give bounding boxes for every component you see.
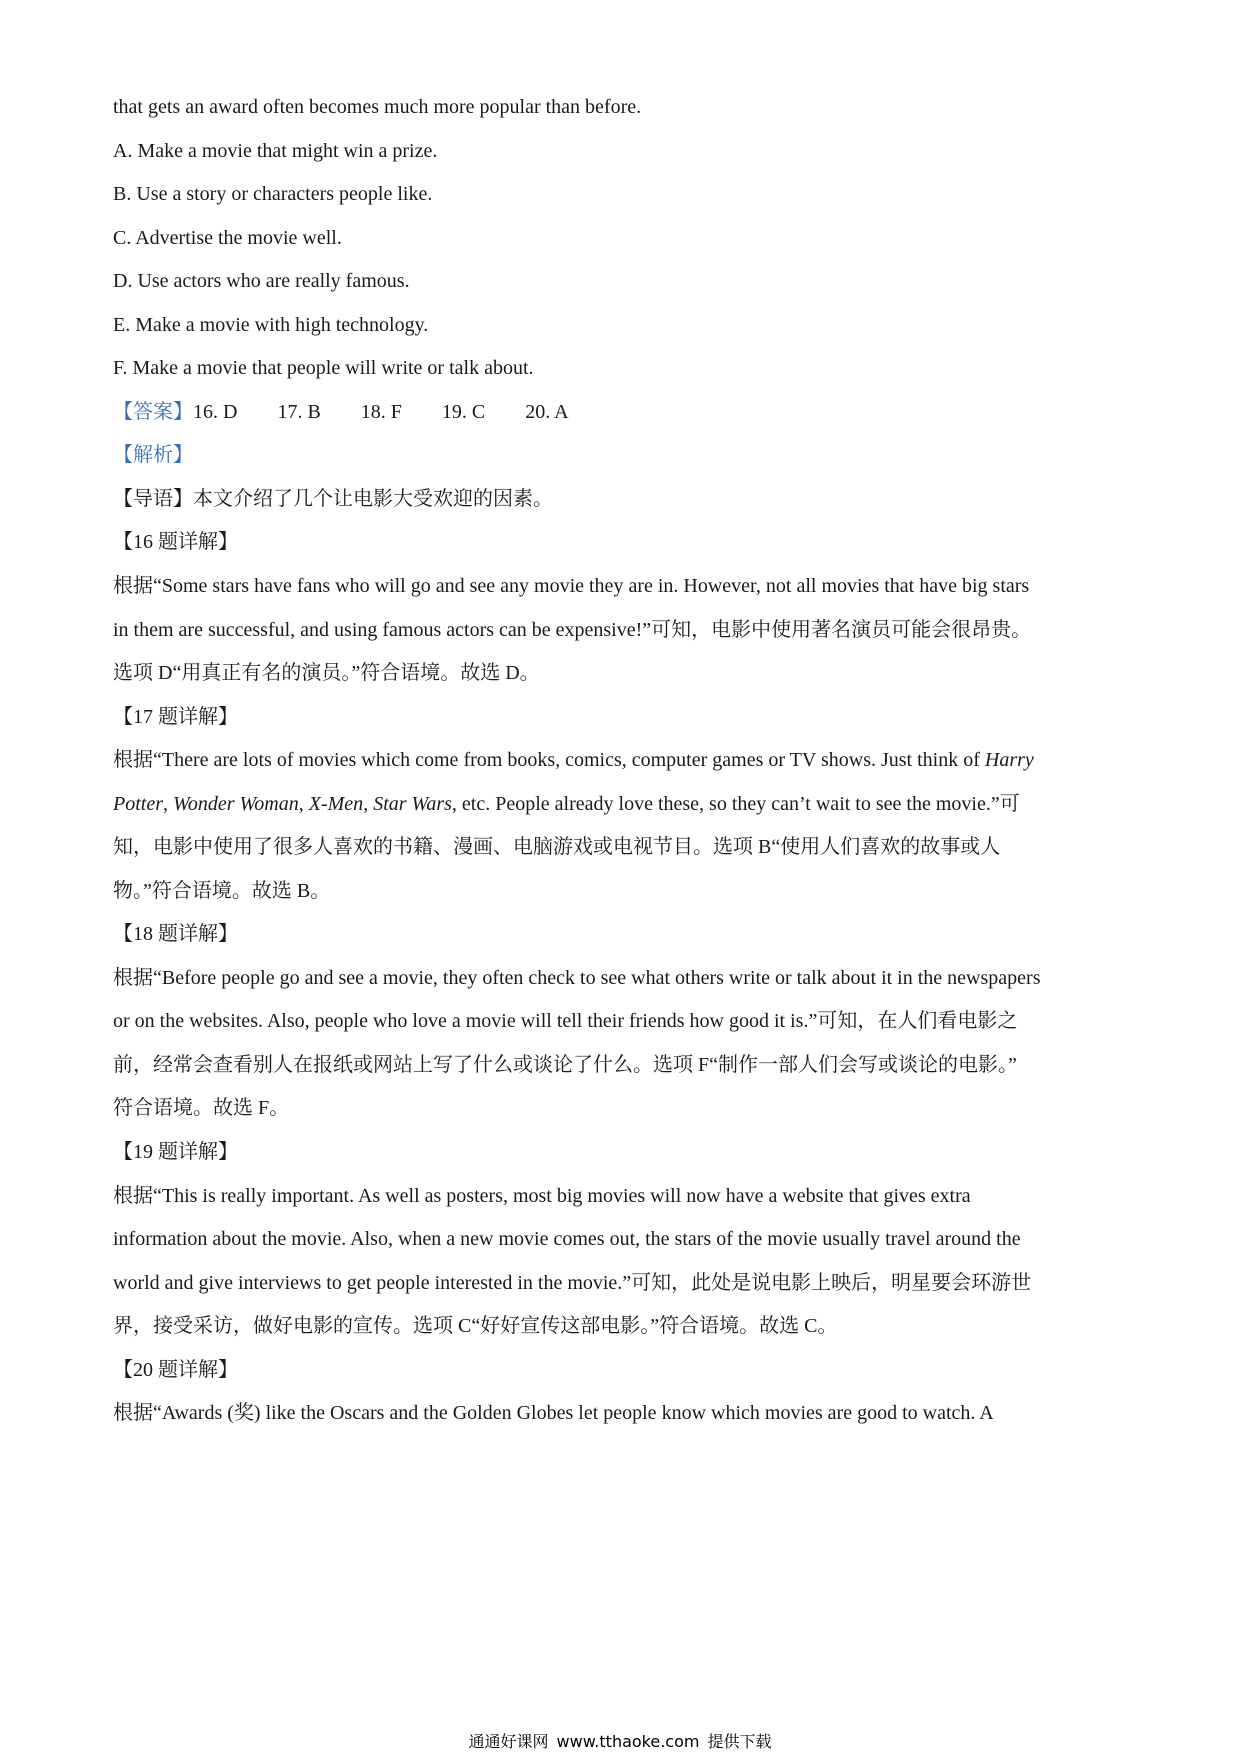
q16-line: 根据“Some stars have fans who will go and see any movie they are in. However, not all movies that have big stars: [113, 575, 1030, 597]
q17-text: , etc. People already love these, so they can’t wait to see the movie.”可: [451, 793, 1020, 815]
q18-line: 根据“Before people go and see a movie, they often check to see what others write or talk about it in the newspapers: [113, 967, 1041, 989]
intro-text: 【导语】本文介绍了几个让电影大受欢迎的因素。: [113, 488, 553, 510]
q19-line: world and give interviews to get people interested in the movie.”可知，此处是说电影上映后，明星要会环游世: [113, 1272, 1032, 1294]
q20-title: 【20 题详解】: [113, 1359, 238, 1381]
movie-title: Harry: [984, 749, 1034, 771]
q17-line: [113, 746, 1133, 774]
answer-item: 16. D: [193, 401, 238, 423]
q17-text: 根据“There are lots of movies which come from books, comics, computer games or TV shows. Just think of: [113, 749, 985, 771]
q17-line: [113, 790, 1133, 818]
movie-title: Potter: [113, 793, 163, 815]
option-f: F. Make a movie that people will write or talk about.: [113, 357, 534, 379]
answer-item: 17. B: [277, 401, 321, 423]
q18-line: or on the websites. Also, people who love a movie will tell their friends how good it is.”可知，在人们看电影之: [113, 1010, 1018, 1032]
footer-url[interactable]: www.tthaoke.com: [556, 1732, 700, 1751]
answer-item: 18. F: [360, 401, 402, 423]
q16-line: 选项 D“用真正有名的演员。”符合语境。故选 D。: [113, 662, 540, 684]
movie-title: Star Wars: [373, 793, 452, 815]
separator: ,: [298, 793, 309, 815]
q17-title: 【17 题详解】: [113, 706, 238, 728]
footer-note: 提供下载: [707, 1732, 772, 1751]
page-footer: [0, 1729, 1240, 1752]
answer-item: 20. A: [525, 401, 569, 423]
q16-line: in them are successful, and using famous actors can be expensive!”可知，电影中使用著名演员可能会很昂贵。: [113, 619, 1032, 641]
option-c: C. Advertise the movie well.: [113, 227, 342, 249]
q18-title: 【18 题详解】: [113, 923, 238, 945]
q17-line: 知，电影中使用了很多人喜欢的书籍、漫画、电脑游戏或电视节目。选项 B“使用人们喜欢的故事或人: [113, 836, 1001, 858]
q19-line: 界，接受采访，做好电影的宣传。选项 C“好好宣传这部电影。”符合语境。故选 C。: [113, 1315, 838, 1337]
answer-line: [113, 398, 1133, 426]
q19-title: 【19 题详解】: [113, 1141, 238, 1163]
option-a: A. Make a movie that might win a prize.: [113, 140, 438, 162]
q16-title: 【16 题详解】: [113, 531, 238, 553]
option-d: D. Use actors who are really famous.: [113, 270, 410, 292]
separator: ,: [363, 793, 374, 815]
separator: ,: [163, 793, 173, 815]
q19-line: 根据“This is really important. As well as posters, most big movies will now have a website that gives extra: [113, 1185, 971, 1207]
option-e: E. Make a movie with high technology.: [113, 314, 429, 336]
movie-title: Wonder Woman: [173, 793, 299, 815]
q20-line: 根据“Awards (奖) like the Oscars and the Golden Globes let people know which movies are good to watch. A: [113, 1402, 994, 1424]
paragraph-text: that gets an award often becomes much more popular than before.: [113, 96, 642, 118]
q19-line: information about the movie. Also, when a new movie comes out, the stars of the movie usually travel around the: [113, 1228, 1021, 1250]
answer-label: 【答案】: [113, 401, 193, 423]
movie-title: X-Men: [308, 793, 364, 815]
q18-line: 符合语境。故选 F。: [113, 1097, 290, 1119]
option-b: B. Use a story or characters people like.: [113, 183, 433, 205]
q18-line: 前，经常会查看别人在报纸或网站上写了什么或谈论了什么。选项 F“制作一部人们会写或谈论的电影。”: [113, 1054, 1017, 1076]
analysis-label: 【解析】: [113, 444, 193, 466]
footer-site-name: 通通好课网: [468, 1732, 549, 1751]
answer-item: 19. C: [441, 401, 486, 423]
q17-line: 物。”符合语境。故选 B。: [113, 880, 331, 902]
